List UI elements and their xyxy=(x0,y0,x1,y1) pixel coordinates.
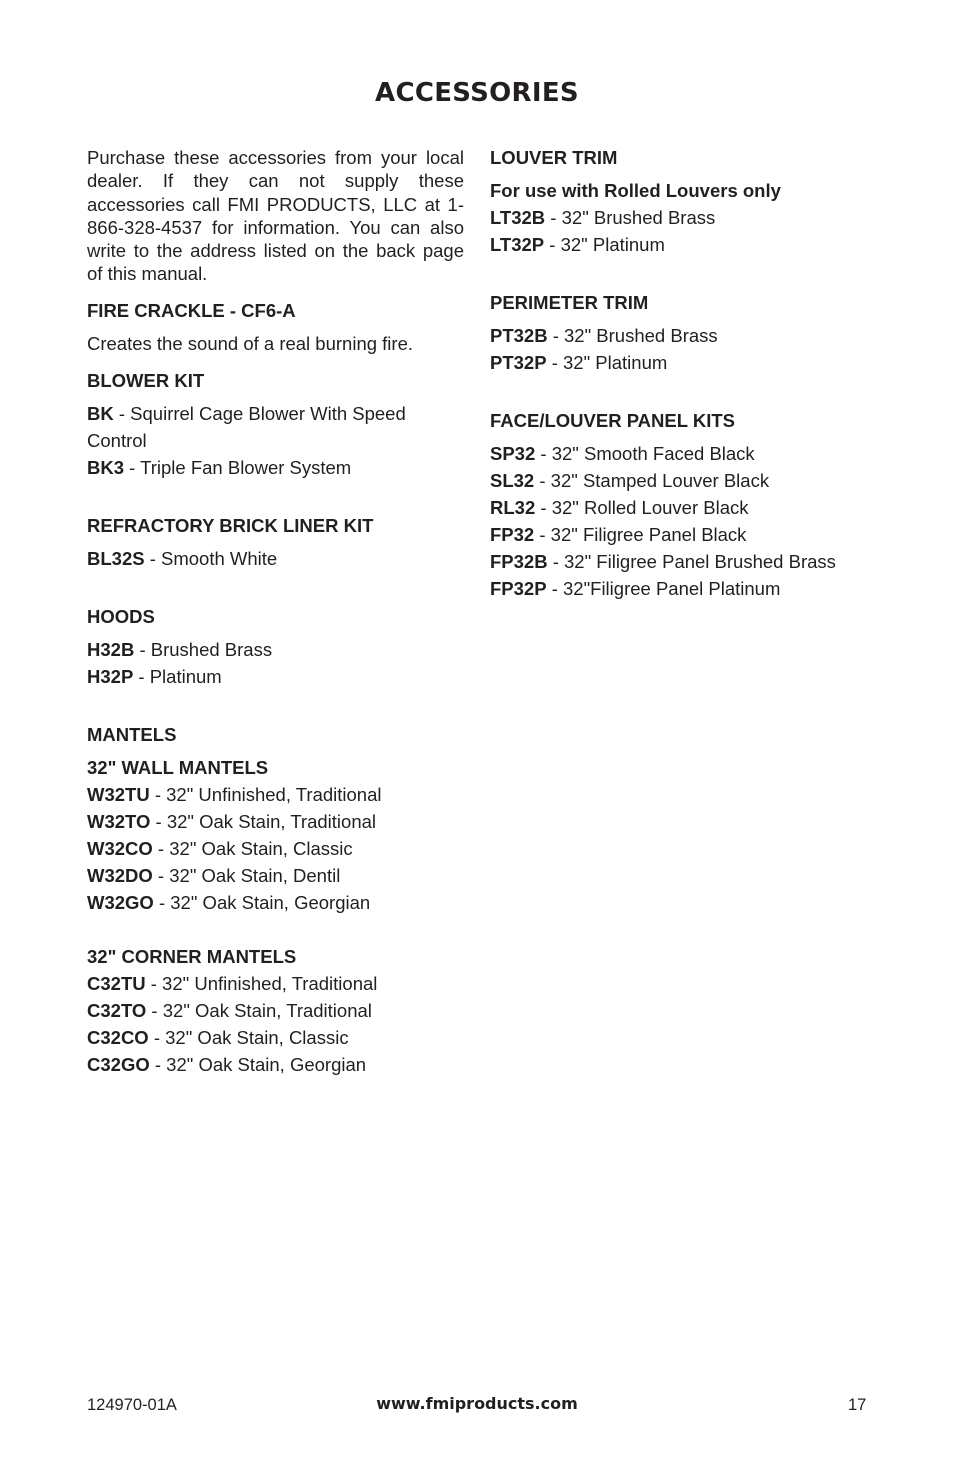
perimeter-trim-heading: PERIMETER TRIM xyxy=(490,292,649,313)
list-item: BL32S - Smooth White xyxy=(87,547,278,569)
list-item: C32GO - 32" Oak Stain, Georgian xyxy=(87,1053,367,1075)
left-column xyxy=(87,146,464,1078)
section-brick-liner xyxy=(87,514,464,572)
section-panel-kits xyxy=(490,409,890,602)
page-number: 17 xyxy=(848,1396,867,1414)
list-item: PT32B - 32" Brushed Brass xyxy=(490,325,718,346)
section-louver-trim xyxy=(490,146,890,258)
list-item: BK3 - Triple Fan Blower System xyxy=(87,456,352,478)
list-item: C32CO - 32" Oak Stain, Classic xyxy=(87,1026,349,1048)
section-mantels xyxy=(87,723,464,1078)
list-item: H32P - Platinum xyxy=(87,665,222,687)
footer-url: www.fmiproducts.com xyxy=(376,1394,578,1413)
mantels-heading: MANTELS xyxy=(87,723,177,745)
list-item: C32TO - 32" Oak Stain, Traditional xyxy=(87,999,372,1021)
corner-mantels-heading: 32" CORNER MANTELS xyxy=(87,945,297,967)
panel-kits-heading: FACE/LOUVER PANEL KITS xyxy=(490,410,735,431)
list-item: W32CO - 32" Oak Stain, Classic xyxy=(87,837,353,859)
fire-crackle-heading: FIRE CRACKLE - CF6-A xyxy=(87,299,296,321)
fire-crackle-desc: Creates the sound of a real burning fire. xyxy=(87,332,413,354)
list-item: SP32 - 32" Smooth Faced Black xyxy=(490,443,755,464)
list-item: C32TU - 32" Unfinished, Traditional xyxy=(87,972,378,994)
list-item: SL32 - 32" Stamped Louver Black xyxy=(490,470,770,491)
brick-liner-heading: REFRACTORY BRICK LINER KIT xyxy=(87,514,374,536)
list-item: PT32P - 32" Platinum xyxy=(490,352,668,373)
list-item: W32GO - 32" Oak Stain, Georgian xyxy=(87,891,371,913)
page-title: ACCESSORIES xyxy=(375,78,579,108)
section-perimeter-trim xyxy=(490,291,890,376)
louver-trim-heading: LOUVER TRIM xyxy=(490,147,618,168)
intro-paragraph: Purchase these accessories from your local dealer. If they can not supply these accessories call FMI PRODUCTS, LLC at 1-866-328-4537 for information. You can also write to the address listed on the back page of this manual. xyxy=(87,147,464,285)
list-item: FP32P - 32"Filigree Panel Platinum xyxy=(490,578,781,599)
list-item: FP32 - 32" Filigree Panel Black xyxy=(490,524,747,545)
section-hoods xyxy=(87,605,464,690)
document-code: 124970-01A xyxy=(87,1396,177,1414)
list-item: RL32 - 32" Rolled Louver Black xyxy=(490,497,749,518)
list-item: BK - Squirrel Cage Blower With Speed Control xyxy=(87,402,406,451)
list-item: LT32B - 32" Brushed Brass xyxy=(490,207,716,228)
list-item: W32DO - 32" Oak Stain, Dentil xyxy=(87,864,341,886)
blower-kit-heading: BLOWER KIT xyxy=(87,369,205,391)
wall-mantels-heading: 32" WALL MANTELS xyxy=(87,756,269,778)
section-blower-kit xyxy=(87,369,464,481)
section-fire-crackle xyxy=(87,299,464,357)
louver-trim-note: For use with Rolled Louvers only xyxy=(490,180,781,201)
right-column xyxy=(490,146,890,635)
list-item: LT32P - 32" Platinum xyxy=(490,234,665,255)
list-item: H32B - Brushed Brass xyxy=(87,638,273,660)
hoods-heading: HOODS xyxy=(87,605,155,627)
list-item: FP32B - 32" Filigree Panel Brushed Brass xyxy=(490,551,836,572)
list-item: W32TO - 32" Oak Stain, Traditional xyxy=(87,810,377,832)
list-item: W32TU - 32" Unfinished, Traditional xyxy=(87,783,382,805)
